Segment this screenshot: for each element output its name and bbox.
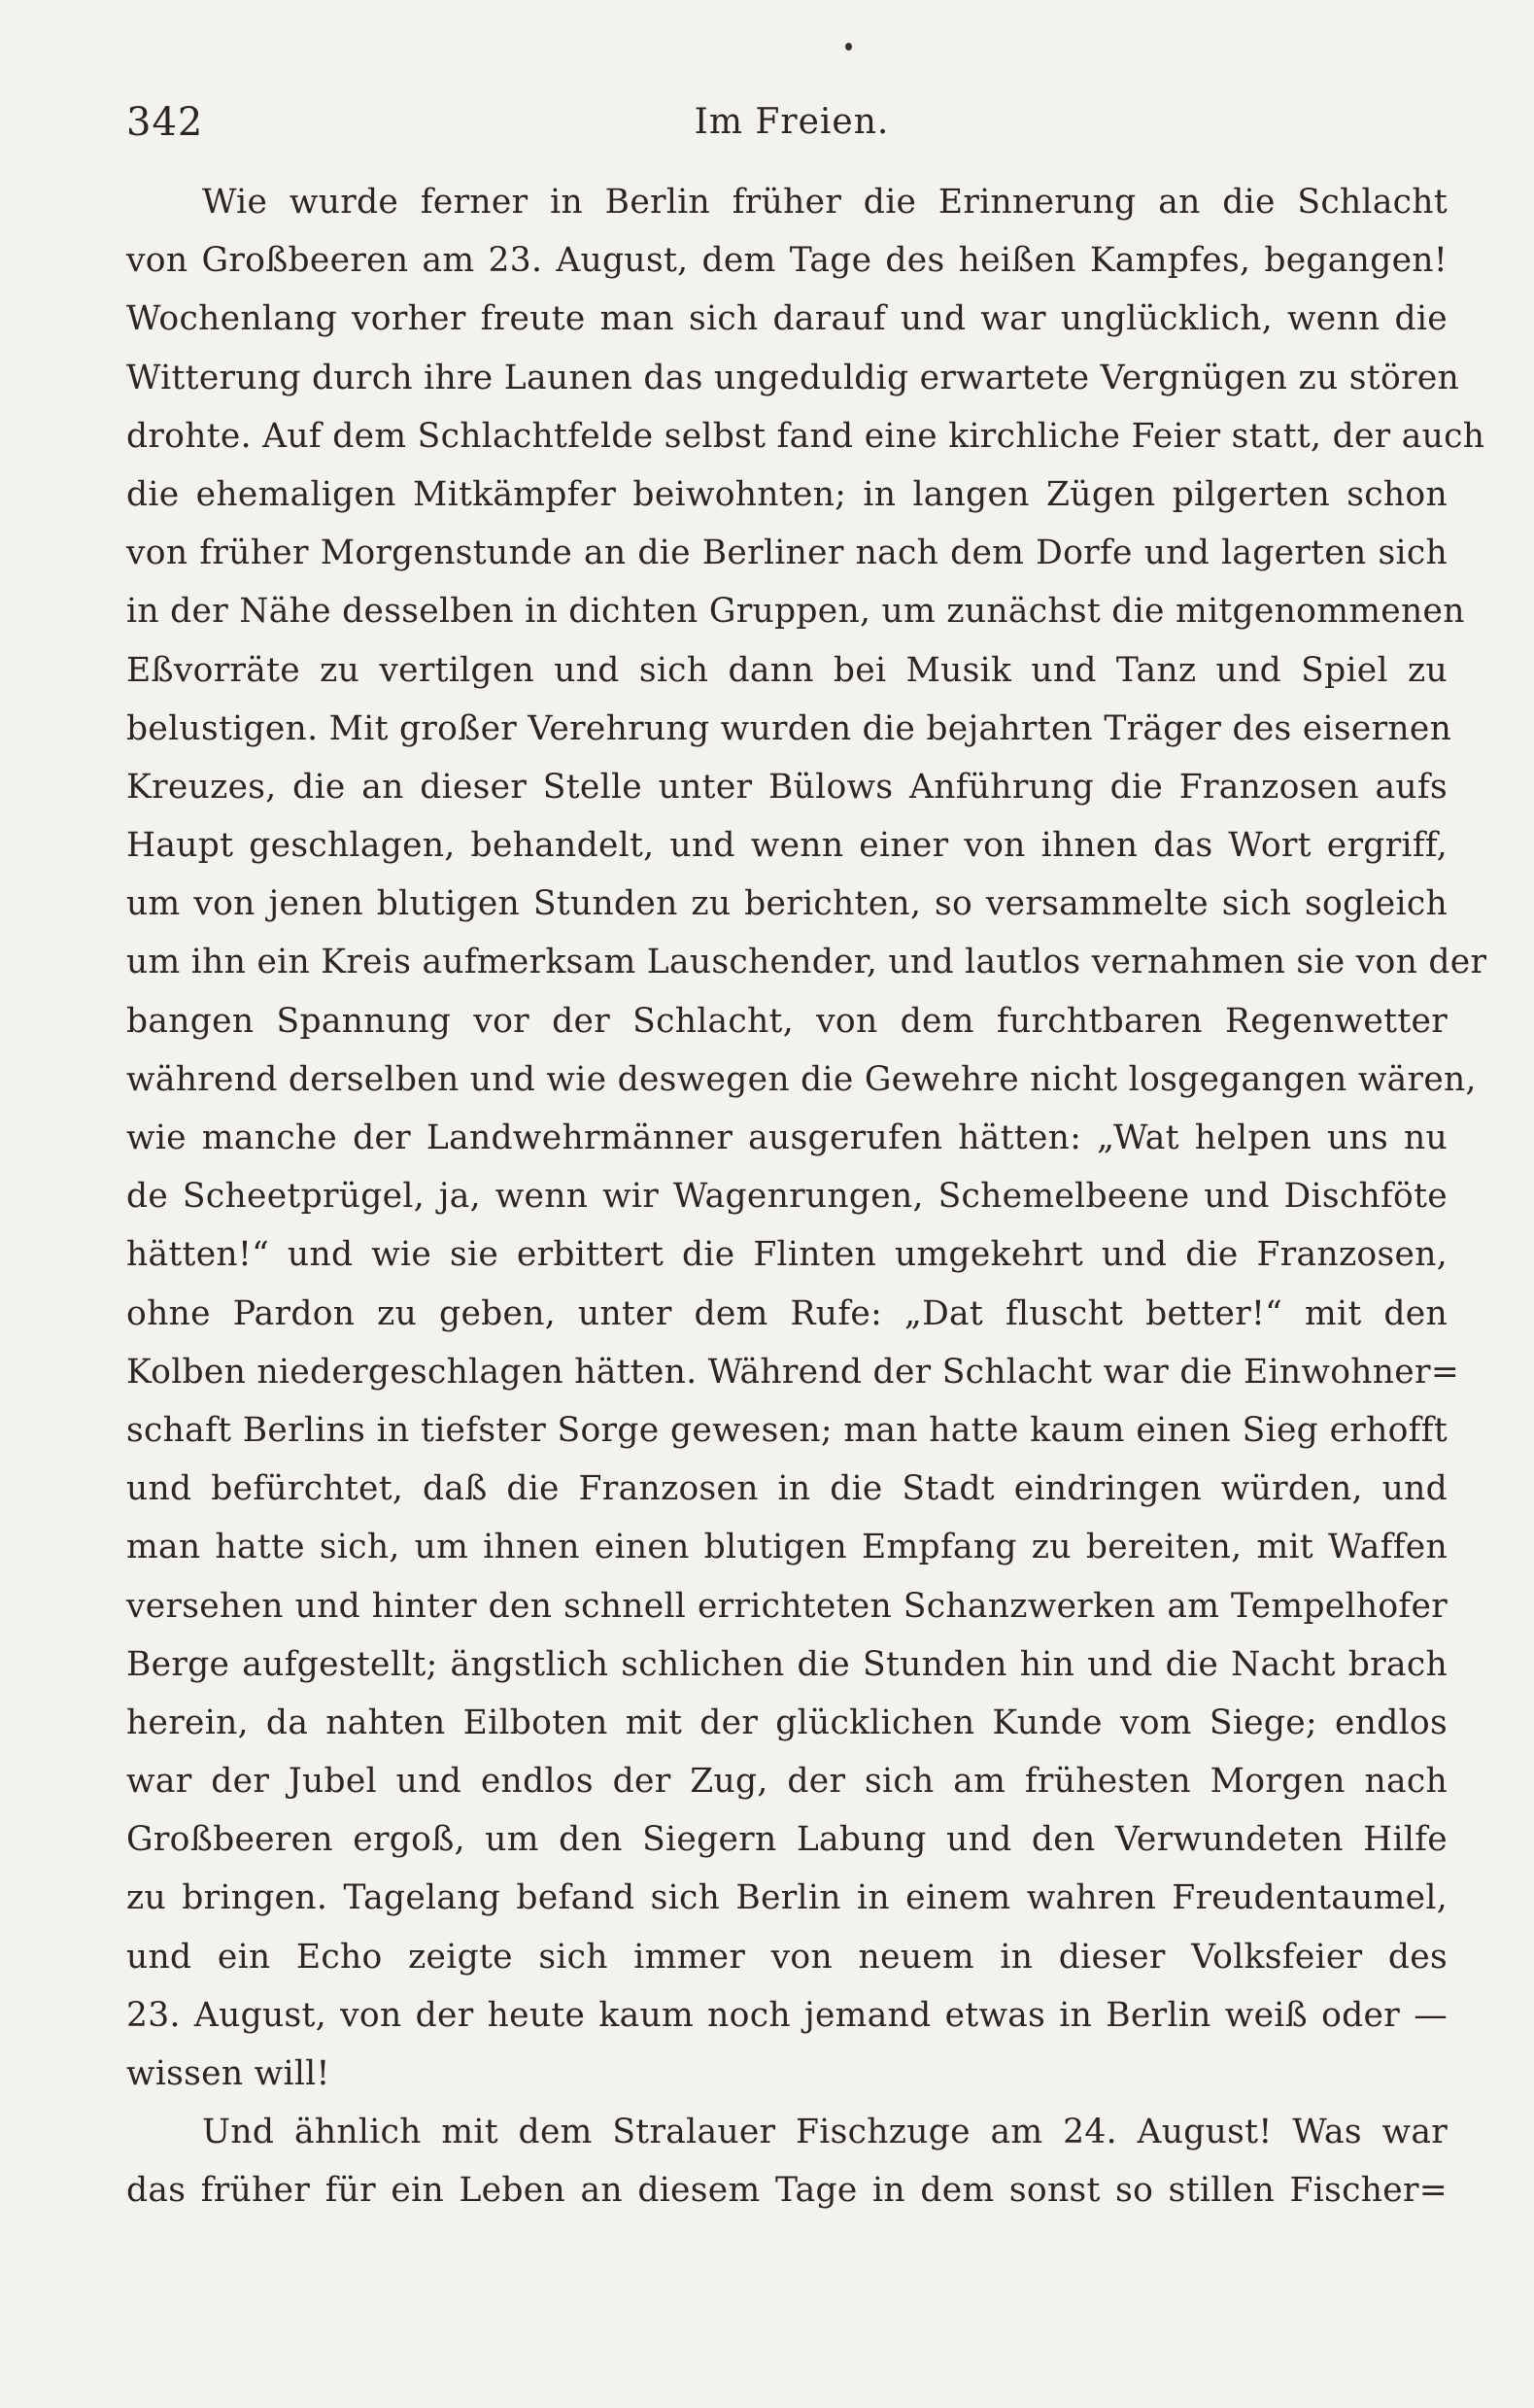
- text-line: das früher für ein Leben an diesem Tage in dem sonst so stillen Fischer=: [126, 2171, 1448, 2211]
- paragraphs: [126, 173, 1487, 2220]
- text-line: Wie wurde ferner in Berlin früher die Erinnerung an die Schlacht: [202, 183, 1448, 222]
- text-line: herein, da nahten Eilboten mit der glücklichen Kunde vom Siege; endlos: [126, 1703, 1448, 1742]
- paragraph: [126, 2103, 1448, 2219]
- text-line: drohte. Auf dem Schlachtfelde selbst fand eine kirchliche Feier statt, der auch: [126, 416, 1485, 456]
- text-line: bangen Spannung vor der Schlacht, von dem furchtbaren Regenwetter: [126, 1001, 1448, 1041]
- page-number: 342: [126, 100, 204, 145]
- ink-speck: [845, 43, 852, 51]
- text-line: Haupt geschlagen, behandelt, und wenn einer von ihnen das Wort ergriff,: [126, 826, 1448, 866]
- text-line: um ihn ein Kreis aufmerksam Lauschender, und lautlos vernahmen sie von der: [126, 943, 1487, 982]
- running-head: Im Freien.: [694, 102, 890, 142]
- text-line: um von jenen blutigen Stunden zu berichten, so versammelte sich sogleich: [126, 884, 1448, 924]
- text-line: und ein Echo zeigte sich immer von neuem in dieser Volksfeier des: [126, 1937, 1448, 1977]
- text-line: Witterung durch ihre Launen das ungeduldig erwartete Vergnügen zu stören: [126, 358, 1460, 397]
- text-line: von früher Morgenstunde an die Berliner nach dem Dorfe und lagerten sich: [126, 533, 1448, 573]
- text-line: Eßvorräte zu vertilgen und sich dann bei Musik und Tanz und Spiel zu: [126, 650, 1448, 690]
- text-line: zu bringen. Tagelang befand sich Berlin in einem wahren Freudentaumel,: [126, 1878, 1448, 1918]
- text-line: Großbeeren ergoß, um den Siegern Labung und den Verwundeten Hilfe: [126, 1820, 1448, 1860]
- text-line: hätten!“ und wie sie erbittert die Flinten umgekehrt und die Franzosen,: [126, 1235, 1448, 1275]
- text-line: und befürchtet, daß die Franzosen in die Stadt eindringen würden, und: [126, 1469, 1448, 1509]
- body-text: [126, 173, 1487, 2220]
- text-line: wissen will!: [126, 2054, 330, 2093]
- text-line: wie manche der Landwehrmänner ausgerufen hätten: „Wat helpen uns nu: [126, 1118, 1448, 1157]
- text-line: Und ähnlich mit dem Stralauer Fischzuge am 24. August! Was war: [202, 2113, 1448, 2152]
- text-line: während derselben und wie deswegen die Gewehre nicht losgegangen wären,: [126, 1059, 1477, 1099]
- text-line: Kreuzes, die an dieser Stelle unter Bülows Anführung die Franzosen aufs: [126, 767, 1448, 807]
- text-line: de Scheetprügel, ja, wenn wir Wagenrungen, Schemelbeene und Dischföte: [126, 1177, 1448, 1217]
- text-line: war der Jubel und endlos der Zug, der sich am frühesten Morgen nach: [126, 1762, 1448, 1802]
- text-line: schaft Berlins in tiefster Sorge gewesen; man hatte kaum einen Sieg erhofft: [126, 1410, 1448, 1450]
- text-line: man hatte sich, um ihnen einen blutigen Empfang zu bereiten, mit Waffen: [126, 1528, 1448, 1567]
- text-line: von Großbeeren am 23. August, dem Tage des heißen Kampfes, begangen!: [126, 241, 1448, 281]
- text-line: ohne Pardon zu geben, unter dem Rufe: „Dat fluscht better!“ mit den: [126, 1293, 1448, 1333]
- text-line: Wochenlang vorher freute man sich darauf und war unglücklich, wenn die: [126, 299, 1448, 339]
- text-line: Berge aufgestellt; ängstlich schlichen die Stunden hin und die Nacht brach: [126, 1644, 1448, 1684]
- text-line: die ehemaligen Mitkämpfer beiwohnten; in langen Zügen pilgerten schon: [126, 474, 1448, 514]
- text-line: 23. August, von der heute kaum noch jemand etwas in Berlin weiß oder —: [126, 1995, 1448, 2035]
- text-line: belustigen. Mit großer Verehrung wurden die bejahrten Träger des eisernen: [126, 708, 1452, 748]
- text-line: in der Nähe desselben in dichten Gruppen, um zunächst die mitgenommenen: [126, 592, 1465, 632]
- page-header: [126, 95, 1457, 150]
- paragraph: [126, 173, 1487, 2103]
- text-line: Kolben niedergeschlagen hätten. Während der Schlacht war die Einwohner=: [126, 1352, 1460, 1392]
- text-line: versehen und hinter den schnell errichteten Schanzwerken am Tempelhofer: [126, 1586, 1448, 1626]
